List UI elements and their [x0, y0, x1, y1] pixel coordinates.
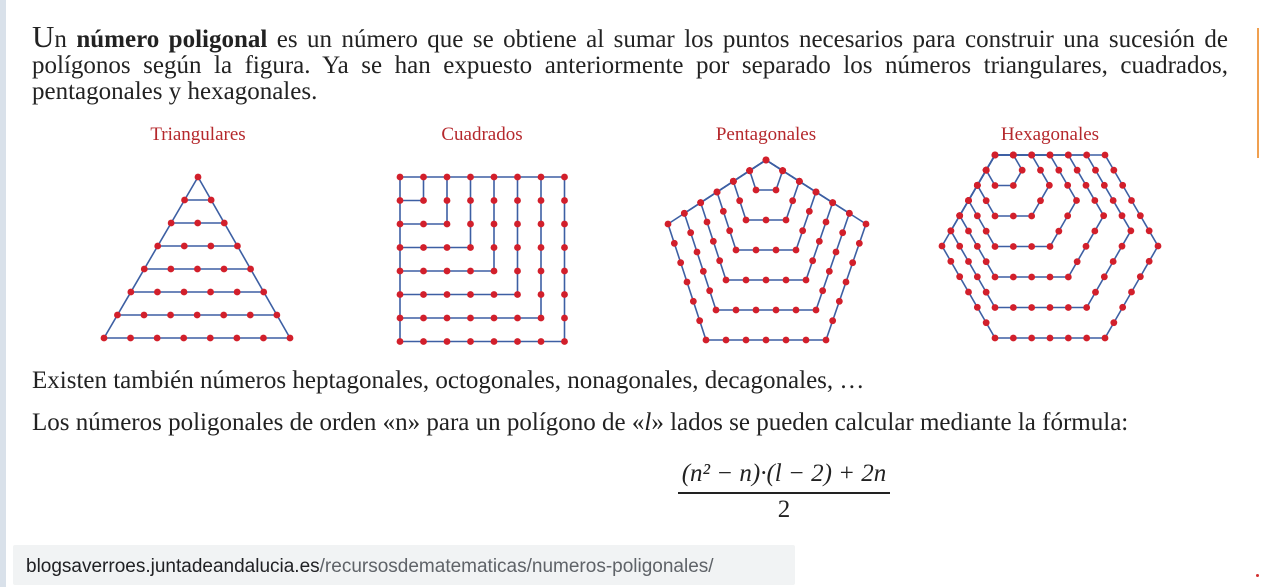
- hex-dot: [1028, 274, 1035, 281]
- hex-dot: [1119, 212, 1126, 219]
- tri-dot: [101, 335, 108, 342]
- sq-dot: [467, 291, 474, 298]
- pent-dot: [753, 307, 760, 314]
- hex-dot: [1083, 152, 1090, 159]
- pent-dot: [746, 167, 753, 174]
- sq-dot: [514, 244, 521, 251]
- label-triangulares: Triangulares: [150, 124, 246, 145]
- hex-dot: [947, 258, 954, 265]
- pent-line: [816, 213, 849, 310]
- pent-dot: [730, 178, 737, 185]
- pent-dot: [783, 337, 790, 344]
- hex-dot: [1065, 335, 1072, 342]
- tri-dot: [181, 289, 188, 296]
- pent-dot: [697, 199, 704, 206]
- pent-dot: [813, 189, 820, 196]
- hex-dot: [992, 182, 999, 189]
- pent-dot: [681, 210, 688, 217]
- hex-dot: [1127, 227, 1134, 234]
- label-cuadrados: Cuadrados: [441, 124, 523, 145]
- hex-dot: [1092, 167, 1099, 174]
- hex-dot: [1047, 335, 1054, 342]
- sq-dot: [491, 197, 498, 204]
- hex-line: [951, 231, 995, 308]
- pent-dot: [783, 217, 790, 224]
- hex-dot: [1146, 258, 1153, 265]
- tri-dot: [247, 266, 254, 273]
- pent-dot: [839, 229, 846, 236]
- sq-dot: [467, 244, 474, 251]
- hex-dot: [1119, 243, 1126, 250]
- pent-dot: [836, 298, 843, 305]
- formula-intro-text: [32, 410, 1262, 436]
- sq-dot: [538, 244, 545, 251]
- sq-dot: [420, 338, 427, 345]
- sq-dot: [444, 291, 451, 298]
- hex-dot: [1083, 335, 1090, 342]
- hex-dot: [1074, 167, 1081, 174]
- tri-dot: [127, 335, 134, 342]
- hex-dot: [956, 212, 963, 219]
- hex-dot: [1065, 152, 1072, 159]
- hex-dot: [1146, 227, 1153, 234]
- pent-dot: [733, 247, 740, 254]
- sq-dot: [561, 174, 568, 181]
- hex-dot: [983, 258, 990, 265]
- fraction-bar: [678, 492, 890, 494]
- hex-dot: [992, 213, 999, 220]
- sq-dot: [397, 244, 404, 251]
- tri-dot: [181, 243, 188, 250]
- pent-dot: [665, 221, 672, 228]
- term-numero-poligonal: número poligonal: [76, 26, 268, 53]
- sq-dot: [514, 315, 521, 322]
- tri-dot: [234, 243, 241, 250]
- tri-dot: [167, 312, 174, 319]
- pent-dot: [849, 259, 856, 266]
- hex-dot: [1119, 304, 1126, 311]
- pent-dot: [706, 287, 713, 294]
- hex-dot: [1047, 152, 1054, 159]
- pent-dot: [736, 197, 743, 204]
- hex-dot: [1101, 273, 1108, 280]
- pent-dot: [671, 240, 678, 247]
- sq-dot: [561, 315, 568, 322]
- sq-dot: [444, 244, 451, 251]
- hex-dot: [947, 227, 954, 234]
- sq-dot: [420, 244, 427, 251]
- intro-text-start: n: [54, 26, 77, 53]
- hex-dot: [1010, 335, 1017, 342]
- sq-dot: [538, 174, 545, 181]
- pent-dot: [696, 317, 703, 324]
- hex-dot: [1065, 304, 1072, 311]
- sq-dot: [420, 197, 427, 204]
- hex-dot: [1137, 273, 1144, 280]
- pent-dot: [723, 337, 730, 344]
- hex-dot: [1074, 258, 1081, 265]
- tri-dot: [260, 335, 267, 342]
- pent-dot: [856, 240, 863, 247]
- pent-dot: [714, 189, 721, 196]
- sq-dot: [514, 291, 521, 298]
- pent-dot: [789, 197, 796, 204]
- sq-dot: [467, 268, 474, 275]
- tri-dot: [207, 243, 214, 250]
- hex-dot: [956, 243, 963, 250]
- sq-dot: [420, 315, 427, 322]
- tri-dot: [127, 289, 134, 296]
- hex-dot: [1091, 228, 1098, 235]
- pent-dot: [773, 187, 780, 194]
- sq-dot: [491, 174, 498, 181]
- tri-dot: [154, 243, 161, 250]
- intro-text-rest: es un número que se obtiene al sumar los puntos necesarios para construir una sucesión de polígonos según la figura. Ya se han expuesto anteriormente por separado los números triangulares, cuadrados, pentagonales y hexagonales.: [32, 26, 1228, 105]
- hex-dot: [983, 289, 990, 296]
- sq-dot: [561, 338, 568, 345]
- url-path: /recursosdematematicas/numeros-poligonales/: [319, 556, 714, 577]
- pent-dot: [773, 307, 780, 314]
- pent-dot: [843, 279, 850, 286]
- sq-dot: [538, 338, 545, 345]
- hex-dot: [974, 304, 981, 311]
- hex-dot: [983, 167, 990, 174]
- hex-dot: [1137, 212, 1144, 219]
- pent-dot: [726, 227, 733, 234]
- hex-dot: [1055, 228, 1062, 235]
- var-n: n: [395, 409, 408, 436]
- sq-dot: [444, 221, 451, 228]
- hex-dot: [1083, 304, 1090, 311]
- sq-dot: [514, 221, 521, 228]
- hex-dot: [1019, 167, 1026, 174]
- tri-dot: [195, 174, 202, 181]
- hex-dot: [1010, 304, 1017, 311]
- sq-dot: [467, 221, 474, 228]
- pent-dot: [829, 199, 836, 206]
- hex-dot: [1100, 212, 1107, 219]
- pent-dot: [763, 277, 770, 284]
- hex-dot: [1037, 167, 1044, 174]
- url-host: blogsaverroes.juntadeandalucia.es: [26, 556, 320, 577]
- pent-dot: [833, 249, 840, 256]
- pent-dot: [684, 279, 691, 286]
- pent-line: [796, 192, 816, 250]
- pent-dot: [863, 221, 870, 228]
- hex-dot: [1010, 182, 1017, 189]
- hex-dot: [1102, 335, 1109, 342]
- pent-dot: [816, 238, 823, 245]
- sq-dot: [397, 221, 404, 228]
- hex-line: [1050, 201, 1077, 247]
- pent-dot: [700, 268, 707, 275]
- pent-dot: [733, 307, 740, 314]
- sq-dot: [561, 197, 568, 204]
- hex-dot: [983, 319, 990, 326]
- hex-dot: [1028, 243, 1035, 250]
- hex-dot: [1065, 274, 1072, 281]
- sq-dot: [538, 221, 545, 228]
- sq-dot: [561, 244, 568, 251]
- sq-dot: [397, 268, 404, 275]
- pent-dot: [743, 277, 750, 284]
- tri-dot: [220, 312, 227, 319]
- hex-dot: [1010, 274, 1017, 281]
- hex-line: [1087, 155, 1131, 231]
- hex-dot: [992, 243, 999, 250]
- tri-dot: [194, 312, 201, 319]
- sq-dot: [397, 291, 404, 298]
- sq-dot: [491, 244, 498, 251]
- hex-dot: [1119, 182, 1126, 189]
- hex-dot: [1010, 243, 1017, 250]
- formula-denominator: 2: [777, 496, 791, 523]
- hex-dot: [965, 197, 972, 204]
- pent-dot: [713, 307, 720, 314]
- hex-line: [969, 201, 996, 247]
- pent-line: [717, 192, 736, 250]
- sq-dot: [491, 291, 498, 298]
- hex-dot: [1155, 243, 1162, 250]
- sq-dot: [420, 221, 427, 228]
- hex-dot: [1110, 197, 1117, 204]
- sq-dot: [467, 338, 474, 345]
- pent-dot: [710, 238, 717, 245]
- tri-dot: [114, 312, 121, 319]
- tri-dot: [168, 220, 175, 227]
- other-polygonal-numbers-text: Existen también números heptagonales, octogonales, nonagonales, decagonales, …: [32, 367, 865, 394]
- sq-dot: [514, 174, 521, 181]
- pent-dot: [720, 208, 727, 215]
- hex-dot: [1047, 304, 1054, 311]
- hex-dot: [1128, 197, 1135, 204]
- sq-dot: [561, 221, 568, 228]
- pent-dot: [773, 247, 780, 254]
- hex-dot: [1010, 213, 1017, 220]
- tri-dot: [167, 266, 174, 273]
- var-l: l: [644, 409, 652, 436]
- sq-dot: [444, 268, 451, 275]
- hex-dot: [1028, 304, 1035, 311]
- pent-dot: [806, 208, 813, 215]
- sq-dot: [397, 315, 404, 322]
- pent-dot: [677, 259, 684, 266]
- pent-dot: [813, 307, 820, 314]
- sq-dot: [444, 174, 451, 181]
- hex-dot: [1064, 212, 1071, 219]
- pent-dot: [829, 317, 836, 324]
- pent-dot: [704, 219, 711, 226]
- tri-dot: [141, 266, 148, 273]
- hex-dot: [1046, 182, 1053, 189]
- tri-dot: [154, 289, 161, 296]
- sq-dot: [420, 268, 427, 275]
- hex-dot: [974, 273, 981, 280]
- hex-dot: [1010, 152, 1017, 159]
- hex-dot: [1110, 258, 1117, 265]
- tri-dot: [221, 266, 228, 273]
- hex-dot: [974, 212, 981, 219]
- pent-dot: [809, 257, 816, 264]
- sq-dot: [538, 268, 545, 275]
- hex-dot: [983, 228, 990, 235]
- tri-dot: [154, 335, 161, 342]
- pent-dot: [846, 210, 853, 217]
- hex-dot: [1101, 182, 1108, 189]
- label-pentagonales: Pentagonales: [715, 124, 817, 145]
- pent-dot: [793, 307, 800, 314]
- hex-dot: [1092, 289, 1099, 296]
- hex-dot: [939, 243, 946, 250]
- sq-dot: [491, 338, 498, 345]
- hex-dot: [974, 243, 981, 250]
- tri-dot: [273, 312, 280, 319]
- sq-dot: [397, 338, 404, 345]
- polygonal-number-formula: [676, 460, 892, 526]
- sq-dot: [467, 315, 474, 322]
- hex-dot: [1102, 152, 1109, 159]
- tri-dot: [207, 335, 214, 342]
- hex-dot: [965, 228, 972, 235]
- sq-dot: [467, 197, 474, 204]
- hex-dot: [1028, 335, 1035, 342]
- pent-dot: [763, 157, 770, 164]
- pent-dot: [763, 337, 770, 344]
- hex-dot: [992, 304, 999, 311]
- hex-dot: [1064, 182, 1071, 189]
- pent-dot: [783, 277, 790, 284]
- sq-dot: [514, 268, 521, 275]
- sq-dot: [538, 291, 545, 298]
- hex-dot: [1047, 243, 1054, 250]
- formula-intro-part-3: » lados se pueden calcular mediante la fórmula:: [651, 409, 1129, 436]
- tri-dot: [194, 220, 201, 227]
- dropcap-letter: U: [32, 19, 55, 54]
- sq-dot: [491, 268, 498, 275]
- pent-dot: [799, 227, 806, 234]
- formula-intro-part-2: » para un polígono de «: [407, 409, 645, 436]
- hex-dot: [1037, 197, 1044, 204]
- sq-dot: [420, 174, 427, 181]
- tri-dot: [234, 289, 241, 296]
- hex-dot: [965, 258, 972, 265]
- tri-dot: [141, 312, 148, 319]
- sq-dot: [538, 197, 545, 204]
- pent-dot: [743, 217, 750, 224]
- pent-dot: [687, 229, 694, 236]
- tri-dot: [233, 335, 240, 342]
- tri-dot: [287, 335, 294, 342]
- pent-dot: [819, 287, 826, 294]
- tri-dot: [181, 197, 188, 204]
- hex-dot: [992, 274, 999, 281]
- sq-dot: [538, 315, 545, 322]
- pent-dot: [779, 167, 786, 174]
- sq-dot: [561, 268, 568, 275]
- sq-dot: [444, 315, 451, 322]
- pent-dot: [823, 337, 830, 344]
- pent-dot: [703, 337, 710, 344]
- pent-dot: [694, 249, 701, 256]
- pent-line: [684, 213, 716, 310]
- hex-dot: [1091, 197, 1098, 204]
- label-hexagonales: Hexagonales: [1000, 124, 1100, 145]
- hex-dot: [992, 152, 999, 159]
- hex-dot: [1028, 213, 1035, 220]
- sq-dot: [514, 338, 521, 345]
- sq-dot: [491, 221, 498, 228]
- hex-line: [1087, 231, 1131, 308]
- pent-dot: [803, 337, 810, 344]
- hex-dot: [1083, 182, 1090, 189]
- hex-dot: [1073, 197, 1080, 204]
- tri-dot: [260, 289, 267, 296]
- hex-dot: [1055, 167, 1062, 174]
- formula-numerator: (n² − n)·(l − 2) + 2n: [681, 460, 887, 487]
- hex-dot: [1083, 243, 1090, 250]
- hex-dot: [983, 197, 990, 204]
- hex-dot: [992, 335, 999, 342]
- tri-dot: [208, 197, 215, 204]
- pent-dot: [763, 217, 770, 224]
- sq-dot: [561, 291, 568, 298]
- sq-dot: [444, 338, 451, 345]
- source-url[interactable]: [26, 555, 714, 579]
- pent-dot: [803, 277, 810, 284]
- sq-dot: [420, 291, 427, 298]
- hex-dot: [965, 289, 972, 296]
- pent-dot: [690, 298, 697, 305]
- pent-dot: [793, 247, 800, 254]
- pent-dot: [723, 277, 730, 284]
- tri-dot: [207, 289, 214, 296]
- hex-dot: [1028, 152, 1035, 159]
- sq-dot: [467, 174, 474, 181]
- sq-dot: [444, 197, 451, 204]
- tri-dot: [247, 312, 254, 319]
- hex-dot: [1110, 319, 1117, 326]
- tri-dot: [221, 220, 228, 227]
- sq-dot: [514, 197, 521, 204]
- sq-dot: [397, 197, 404, 204]
- pent-dot: [796, 178, 803, 185]
- hex-dot: [1047, 274, 1054, 281]
- pent-dot: [716, 257, 723, 264]
- tri-dot: [194, 266, 201, 273]
- pent-dot: [826, 268, 833, 275]
- tri-dot: [180, 335, 187, 342]
- hex-dot: [956, 273, 963, 280]
- formula-intro-part-1: Los números poligonales de orden «: [32, 409, 396, 436]
- sq-dot: [491, 315, 498, 322]
- pent-dot: [743, 337, 750, 344]
- hex-dot: [974, 182, 981, 189]
- pent-dot: [823, 219, 830, 226]
- pent-dot: [753, 187, 760, 194]
- sq-dot: [397, 174, 404, 181]
- hex-dot: [1110, 167, 1117, 174]
- hex-dot: [1128, 289, 1135, 296]
- pent-dot: [753, 247, 760, 254]
